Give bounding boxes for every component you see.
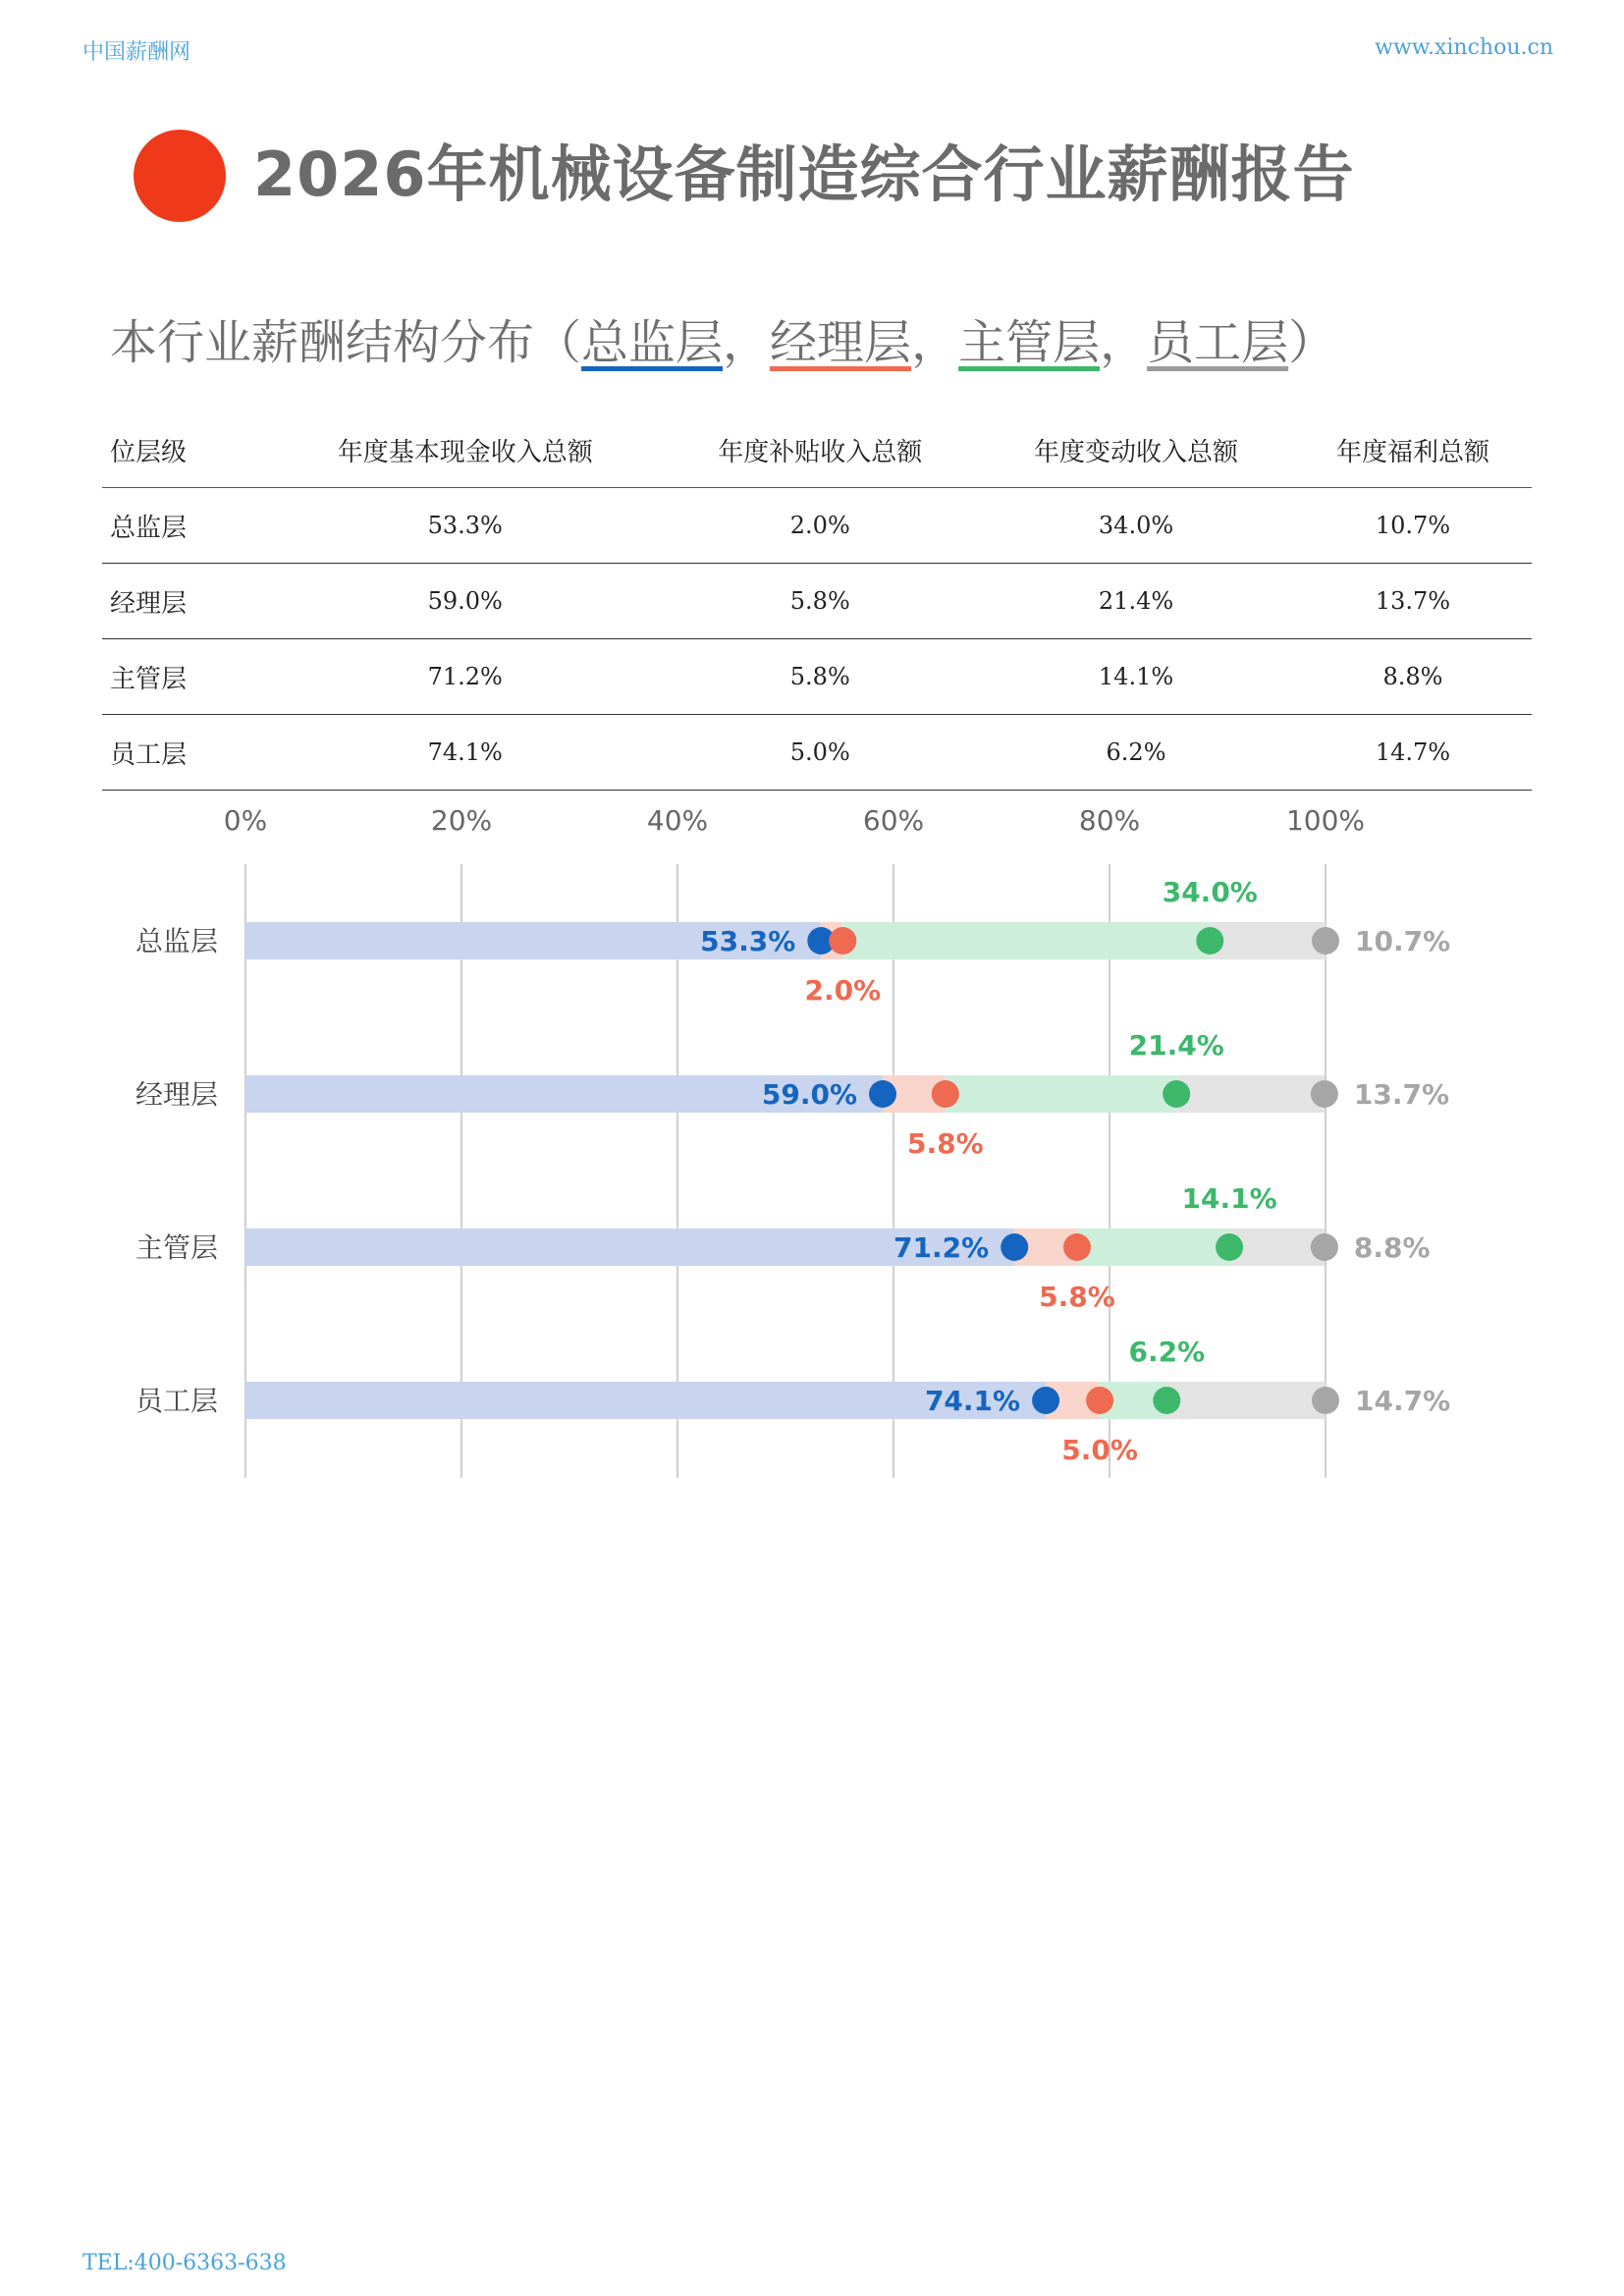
- table-cell: 员工层: [102, 715, 268, 791]
- column-header: 年度福利总额: [1294, 412, 1532, 488]
- subtitle-level-supervisor: 主管层: [958, 315, 1101, 370]
- subtitle-level-staff: 员工层: [1147, 315, 1289, 370]
- subtitle-separator: ，: [723, 315, 771, 370]
- data-point: [1216, 1233, 1243, 1261]
- category-label: 经理层: [135, 1078, 218, 1111]
- data-label: 2.0%: [804, 974, 882, 1007]
- data-label: 14.1%: [1181, 1182, 1277, 1215]
- table-row: [102, 488, 1532, 564]
- site-url[interactable]: www.xinchou.cn: [1375, 35, 1553, 60]
- bar-segment: [946, 1075, 1176, 1113]
- table-cell: 8.8%: [1294, 639, 1532, 715]
- data-label: 8.8%: [1353, 1231, 1431, 1264]
- subtitle-separator: ，: [1100, 315, 1148, 370]
- table-cell: 14.7%: [1294, 715, 1532, 791]
- table-cell: 2.0%: [662, 488, 978, 564]
- table-cell: 14.1%: [978, 639, 1294, 715]
- category-label: 主管层: [135, 1231, 218, 1264]
- table-cell: 总监层: [102, 488, 268, 564]
- column-header: 位层级: [102, 412, 268, 488]
- bar-segment: [1210, 922, 1326, 959]
- data-label: 34.0%: [1162, 876, 1258, 908]
- table-cell: 5.0%: [662, 715, 978, 791]
- category-label: 员工层: [135, 1385, 218, 1417]
- table-cell: 6.2%: [978, 715, 1294, 791]
- table-cell: 经理层: [102, 564, 268, 639]
- section-subtitle: [110, 304, 1335, 372]
- column-header: 年度补贴收入总额: [662, 412, 978, 488]
- table-cell: 53.3%: [268, 488, 662, 564]
- data-point: [1311, 1080, 1338, 1108]
- data-point: [1196, 927, 1223, 955]
- subtitle-prefix: 本行业薪酬结构分布（: [110, 315, 582, 370]
- data-label: 5.0%: [1061, 1434, 1138, 1466]
- table-cell: 21.4%: [978, 564, 1294, 639]
- subtitle-level-director: 总监层: [581, 315, 724, 370]
- subtitle-separator: ，: [911, 315, 959, 370]
- table-header-row: [102, 412, 1532, 488]
- salary-structure-chart: [0, 786, 1624, 1493]
- data-label: 14.7%: [1355, 1385, 1451, 1417]
- subtitle-level-manager: 经理层: [770, 315, 912, 370]
- table-row: [102, 564, 1532, 639]
- data-point: [829, 927, 856, 955]
- title-bullet-icon: [134, 130, 226, 222]
- bar-segment: [1166, 1382, 1326, 1419]
- x-tick-label: 40%: [646, 804, 709, 837]
- table-cell: 5.8%: [662, 564, 978, 639]
- data-point: [1163, 1080, 1190, 1108]
- data-point: [932, 1080, 959, 1108]
- data-point: [1063, 1233, 1091, 1261]
- data-point: [1001, 1233, 1028, 1261]
- data-label: 71.2%: [893, 1231, 990, 1264]
- column-header: 年度变动收入总额: [978, 412, 1294, 488]
- data-point: [1032, 1387, 1059, 1414]
- bar-segment: [1229, 1229, 1325, 1266]
- footer-tel: TEL:400-6363-638: [82, 2251, 287, 2275]
- table-cell: 34.0%: [978, 488, 1294, 564]
- salary-structure-table: [102, 412, 1532, 791]
- table-cell: 59.0%: [268, 564, 662, 639]
- table-cell: 71.2%: [268, 639, 662, 715]
- data-point: [1086, 1387, 1113, 1414]
- data-label: 74.1%: [924, 1385, 1021, 1417]
- data-point: [1153, 1387, 1180, 1414]
- data-point: [1312, 1387, 1339, 1414]
- column-header: 年度基本现金收入总额: [268, 412, 662, 488]
- data-point: [1312, 927, 1339, 955]
- subtitle-suffix: ）: [1288, 315, 1336, 370]
- x-tick-label: 20%: [430, 804, 493, 837]
- data-label: 10.7%: [1355, 925, 1451, 957]
- table-row: [102, 715, 1532, 791]
- data-point: [869, 1080, 896, 1108]
- site-name: 中国薪酬网: [82, 40, 191, 65]
- bar-segment: [1176, 1075, 1325, 1113]
- bar-segment: [1077, 1229, 1229, 1266]
- table-cell: 10.7%: [1294, 488, 1532, 564]
- bar-segment: [842, 922, 1210, 959]
- table-cell: 74.1%: [268, 715, 662, 791]
- table-row: [102, 639, 1532, 715]
- data-label: 6.2%: [1128, 1336, 1206, 1368]
- page-title: 2026年机械设备制造综合行业薪酬报告: [253, 138, 1355, 210]
- x-tick-label: 0%: [223, 804, 268, 837]
- data-label: 5.8%: [1039, 1281, 1115, 1313]
- table-cell: 13.7%: [1294, 564, 1532, 639]
- x-tick-label: 80%: [1078, 804, 1141, 837]
- data-label: 5.8%: [906, 1127, 984, 1160]
- x-tick-label: 60%: [862, 804, 925, 837]
- data-label: 53.3%: [700, 925, 796, 957]
- data-label: 59.0%: [761, 1078, 857, 1111]
- table-cell: 主管层: [102, 639, 268, 715]
- data-label: 13.7%: [1353, 1078, 1450, 1111]
- category-label: 总监层: [135, 925, 218, 957]
- data-label: 21.4%: [1128, 1029, 1224, 1062]
- data-point: [1311, 1233, 1338, 1261]
- table-cell: 5.8%: [662, 639, 978, 715]
- x-tick-label: 100%: [1285, 804, 1366, 837]
